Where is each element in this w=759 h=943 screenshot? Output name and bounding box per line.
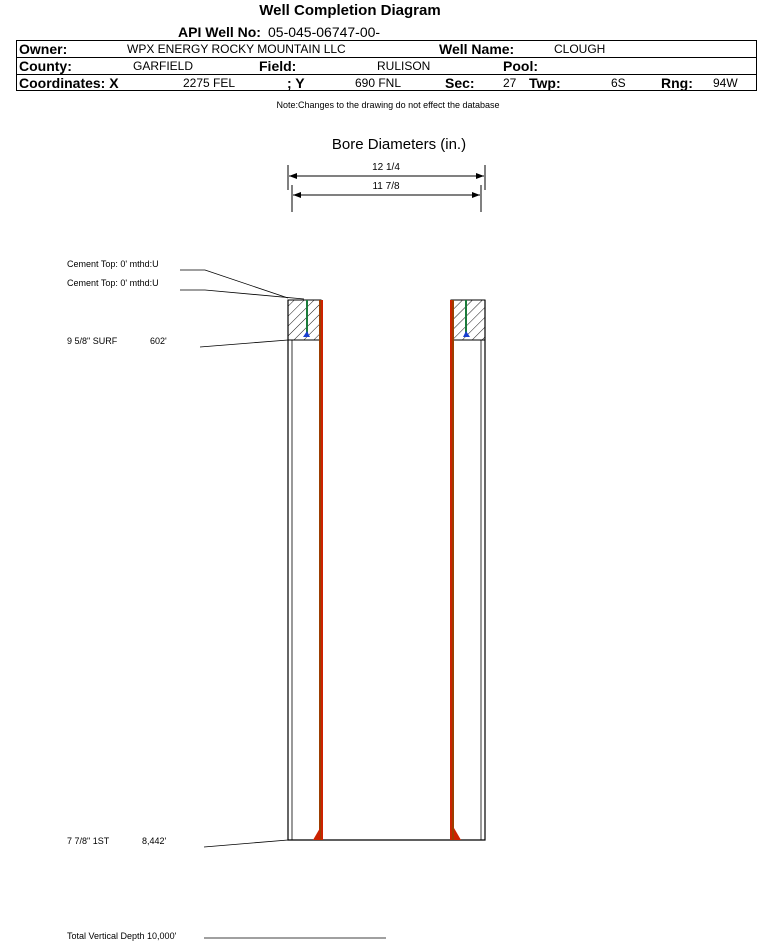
prod-casing-leader [204, 840, 288, 847]
well-name-value: CLOUGH [554, 42, 606, 56]
production-shoe-left [313, 828, 320, 840]
county-label: County: [19, 58, 72, 74]
total-vertical-depth: Total Vertical Depth 10,000' [67, 931, 177, 941]
county-value: GARFIELD [133, 59, 194, 73]
bore-diameter-2: 11 7/8 [372, 181, 400, 192]
bore-heading: Bore Diameters (in.) [331, 136, 467, 153]
api-value: 05-045-06747-00- [268, 24, 381, 40]
note-text: Note:Changes to the drawing do not effect the database [276, 100, 500, 110]
cement-top-2-leader [180, 290, 304, 299]
field-value: RULISON [377, 59, 431, 73]
x-value: 2275 FEL [183, 76, 236, 90]
cement-top-1-leader [180, 270, 288, 298]
cement-top-2: Cement Top: 0' mthd:U [67, 278, 159, 288]
coord-label: Coordinates: X [19, 75, 119, 91]
surface-cement-left [288, 300, 321, 340]
twp-label: Twp: [529, 75, 561, 91]
production-shoe-right [454, 828, 461, 840]
owner-label: Owner: [19, 41, 68, 57]
twp-value: 6S [611, 76, 626, 90]
prod-casing-depth: 8,442' [142, 836, 167, 846]
sec-label: Sec: [445, 75, 475, 91]
bore-diameter-1: 12 1/4 [372, 162, 400, 173]
api-label: API Well No: [178, 24, 261, 40]
bore-outline [288, 300, 485, 840]
prod-casing-label: 7 7/8" 1ST [67, 836, 110, 846]
surf-casing-depth: 602' [150, 336, 167, 346]
sec-value: 27 [503, 76, 517, 90]
diagram-title: Well Completion Diagram [259, 2, 441, 19]
surf-casing-label: 9 5/8" SURF [67, 336, 118, 346]
well-name-label: Well Name: [439, 41, 515, 57]
owner-value: WPX ENERGY ROCKY MOUNTAIN LLC [127, 42, 346, 56]
field-label: Field: [259, 58, 297, 74]
y-value: 690 FNL [355, 76, 402, 90]
cement-top-1: Cement Top: 0' mthd:U [67, 259, 159, 269]
pool-label: Pool: [503, 58, 538, 74]
rng-label: Rng: [661, 75, 693, 91]
y-label: ; Y [287, 75, 305, 91]
rng-value: 94W [713, 76, 738, 90]
surf-casing-leader [200, 340, 288, 347]
